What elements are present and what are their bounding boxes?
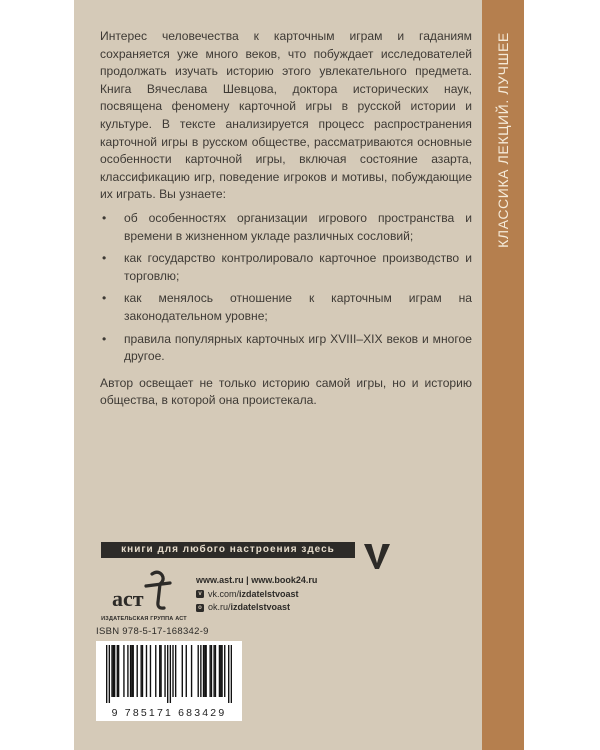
description-closing: Автор освещает не только историю самой игры, но и историю общества, в которой она проистекала. (100, 375, 472, 408)
list-item: • правила популярных карточных игр XVIII–XIX веков и многое другое. (102, 331, 472, 364)
barcode-bar (106, 645, 107, 703)
barcode-bar (155, 645, 156, 697)
bullet-icon: • (102, 210, 107, 225)
bullet-icon: • (102, 291, 107, 306)
learning-points-list (100, 210, 472, 366)
barcode-bar (175, 645, 176, 697)
barcode-bar (172, 645, 173, 697)
barcode-bar (127, 645, 128, 697)
barcode-bar (167, 645, 168, 703)
ok-icon: o (196, 604, 204, 612)
isbn-text: ISBN 978-5-17-168342-9 (96, 626, 209, 637)
ok-link[interactable]: o ok.ru/ izdatelstvoast (196, 601, 317, 615)
barcode-bar (205, 645, 206, 697)
barcode-bar (186, 645, 187, 697)
barcode-bar (159, 645, 160, 697)
barcode-digits: 9 785171 683429 (111, 707, 227, 719)
barcode-bar (231, 645, 232, 703)
barcode-bar (118, 645, 119, 697)
spine-title: КЛАССИКА ЛЕКЦИЙ. ЛУЧШЕЕ (495, 32, 511, 248)
barcode-bars-icon (106, 645, 232, 703)
barcode-bar (123, 645, 124, 697)
barcode (96, 641, 242, 721)
barcode-bar (191, 645, 192, 697)
barcode-bar (219, 645, 220, 697)
barcode-bar (133, 645, 134, 697)
barcode-bar (211, 645, 212, 697)
book-description (100, 28, 472, 410)
barcode-bar (150, 645, 151, 697)
ast-logo-text: аст (112, 586, 144, 611)
barcode-bar (109, 645, 110, 703)
barcode-bar (142, 645, 143, 697)
barcode-bar (113, 645, 114, 697)
barcode-bar (215, 645, 216, 697)
bullet-icon: • (102, 331, 107, 346)
barcode-bar (170, 645, 171, 703)
barcode-bar (137, 645, 138, 697)
barcode-bar (213, 645, 214, 697)
barcode-bar (131, 645, 132, 697)
publisher-name: ИЗДАТЕЛЬСКАЯ ГРУППА АСТ (101, 616, 187, 622)
barcode-bar (160, 645, 161, 697)
list-item: • об особенностях организации игрового пространства и времени в жизненном укладе различных сословий; (102, 210, 472, 243)
barcode-bar (182, 645, 183, 697)
barcode-bar (146, 645, 147, 697)
barcode-bar (228, 645, 229, 703)
bullet-icon: • (102, 251, 107, 266)
barcode-bar (204, 645, 205, 697)
ast-logo-icon (108, 568, 176, 614)
websites-text: www.ast.ru | www.book24.ru (196, 575, 318, 585)
barcode-bar (198, 645, 199, 697)
barcode-bar (221, 645, 222, 697)
vk-icon: v (196, 590, 204, 598)
barcode-bar (209, 645, 210, 697)
barcode-bar (111, 645, 112, 697)
barcode-bar (164, 645, 165, 697)
barcode-bar (224, 645, 225, 697)
publisher-links (196, 574, 317, 615)
barcode-bar (140, 645, 141, 697)
list-item: • как государство контролировало карточное производство и торговлю; (102, 251, 472, 283)
barcode-bar (200, 645, 201, 697)
vk-link[interactable]: v vk.com/ izdatelstvoast (196, 588, 317, 602)
barcode-bar (114, 645, 115, 697)
barcode-bar (220, 645, 221, 697)
list-item: • как менялось отношение к карточным играм на законодательном уровне; (102, 291, 472, 323)
barcode-bar (130, 645, 131, 697)
barcode-bar (117, 645, 118, 697)
barcode-bar (203, 645, 204, 697)
v-publisher-icon (362, 541, 392, 571)
description-intro: Интерес человечества к карточным играм и гаданиям сохраняется уже много веков, что побуждает исследователей продолжать изучать историю этого увлекательного предмета. Книга Вячеслава Шевцова, доктора исторических наук, посвящена феномену карточной игры в русской истории и культуре. В тексте анализируется процесс распространения карточной игры в русском обществе, рассматриваются основные особенности карточной игры, включая состояние азарта, классификацию игр, поведение игроков и мотивы, побуждающие их играть. Вы узнаете: (100, 29, 472, 202)
tagline-bar: книги для любого настроения здесь (101, 542, 355, 558)
